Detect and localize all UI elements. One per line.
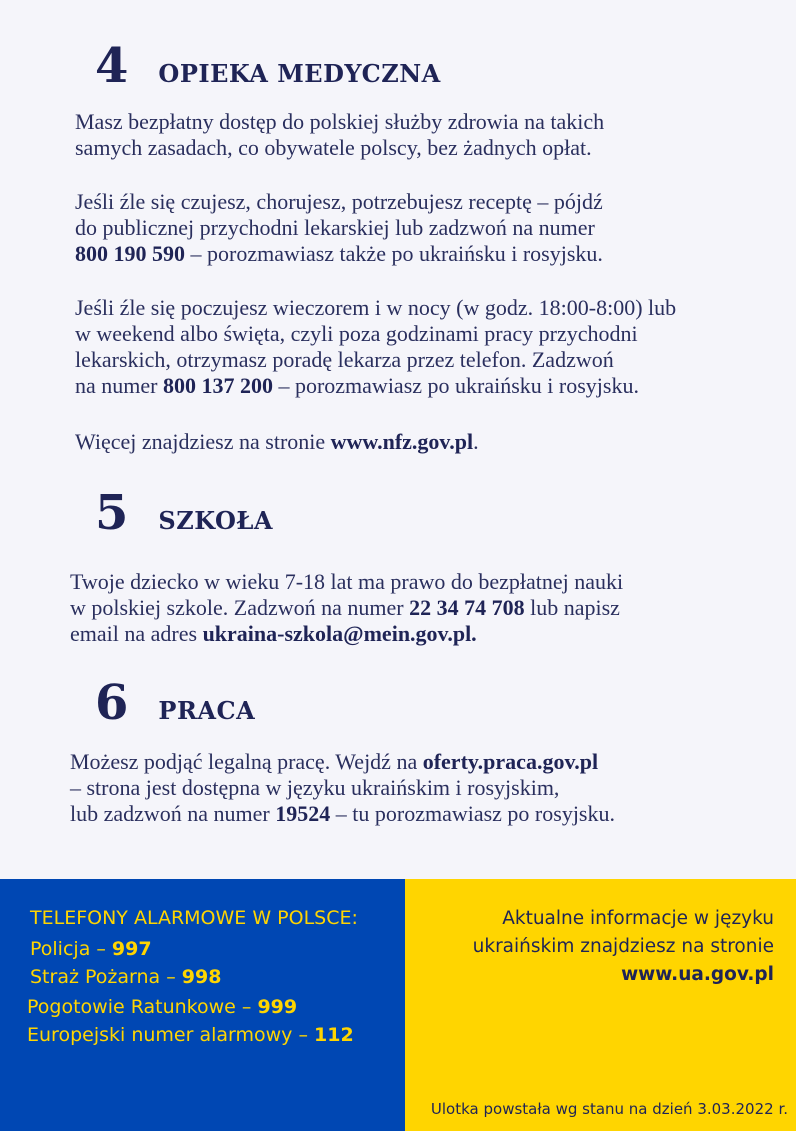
leaflet-date-note: Ulotka powstała wg stanu na dzień 3.03.2022 r.: [430, 1100, 788, 1118]
paragraph-access: Masz bezpłatny dostęp do polskiej służby zdrowia na takich samych zasadach, co obywatele polscy, bez żadnych opłat.: [75, 109, 605, 160]
section-title: PRACA: [158, 696, 256, 725]
section-6-heading: [95, 675, 255, 731]
phone-number: 800 190 590: [75, 241, 185, 266]
emergency-item-ambulance: Pogotowie Ratunkowe – 999: [27, 996, 298, 1018]
emergency-item-fire: Straż Pożarna – 998: [30, 966, 222, 988]
emergency-item-police: Policja – 997: [30, 938, 152, 960]
paragraph-night-care: Jeśli źle się poczujesz wieczorem i w nocy (w godz. 18:00-8:00) lub w weekend albo święta, czyli poza godzinami pracy przychodni lekarskich, otrzymasz poradę lekarza przez telefon. Zadzwoń na numer 800 137 200 – porozmawiasz po ukraińsku i rosyjsku.: [75, 295, 677, 398]
section-5-heading: [95, 485, 273, 541]
email-link[interactable]: ukraina-szkola@mein.gov.pl.: [202, 621, 477, 646]
emergency-numbers-title: TELEFONY ALARMOWE W POLSCE:: [30, 907, 358, 929]
job-offers-link[interactable]: oferty.praca.gov.pl: [422, 749, 599, 774]
phone-number: 800 137 200: [162, 373, 273, 398]
paragraph-more-info: Więcej znajdziesz na stronie www.nfz.gov.pl.: [75, 429, 479, 454]
phone-number: 22 34 74 708: [409, 595, 525, 620]
ukraine-info-text: Aktualne informacje w języku ukraińskim znajdziesz na stronie www.ua.gov.pl: [414, 905, 774, 989]
section-title: OPIEKA MEDYCZNA: [158, 59, 441, 88]
section-4-heading: [95, 38, 441, 94]
paragraph-school: Twoje dziecko w wieku 7-18 lat ma prawo do bezpłatnej nauki w polskiej szkole. Zadzwoń na numer 22 34 74 708 lub napisz email na adres ukraina-szkola@mein.gov.pl.: [70, 569, 624, 646]
nfz-link[interactable]: www.nfz.gov.pl: [330, 429, 474, 454]
section-title: SZKOŁA: [158, 506, 274, 535]
section-number: 6: [95, 675, 129, 731]
paragraph-clinic: Jeśli źle się czujesz, chorujesz, potrzebujesz receptę – pójdź do publicznej przychodni lekarskiej lub zadzwoń na numer 800 190 590 – porozmawiasz także po ukraińsku i rosyjsku.: [75, 189, 603, 266]
phone-number: 19524: [275, 801, 331, 826]
emergency-item-european: Europejski numer alarmowy – 112: [27, 1024, 354, 1046]
ua-gov-link[interactable]: www.ua.gov.pl: [621, 964, 774, 985]
paragraph-work: Możesz podjąć legalną pracę. Wejdź na oferty.praca.gov.pl – strona jest dostępna w języku ukraińskim i rosyjskim, lub zadzwoń na numer 19524 – tu porozmawiasz po rosyjsku.: [70, 749, 615, 826]
section-number: 5: [95, 485, 129, 541]
section-number: 4: [95, 38, 129, 94]
